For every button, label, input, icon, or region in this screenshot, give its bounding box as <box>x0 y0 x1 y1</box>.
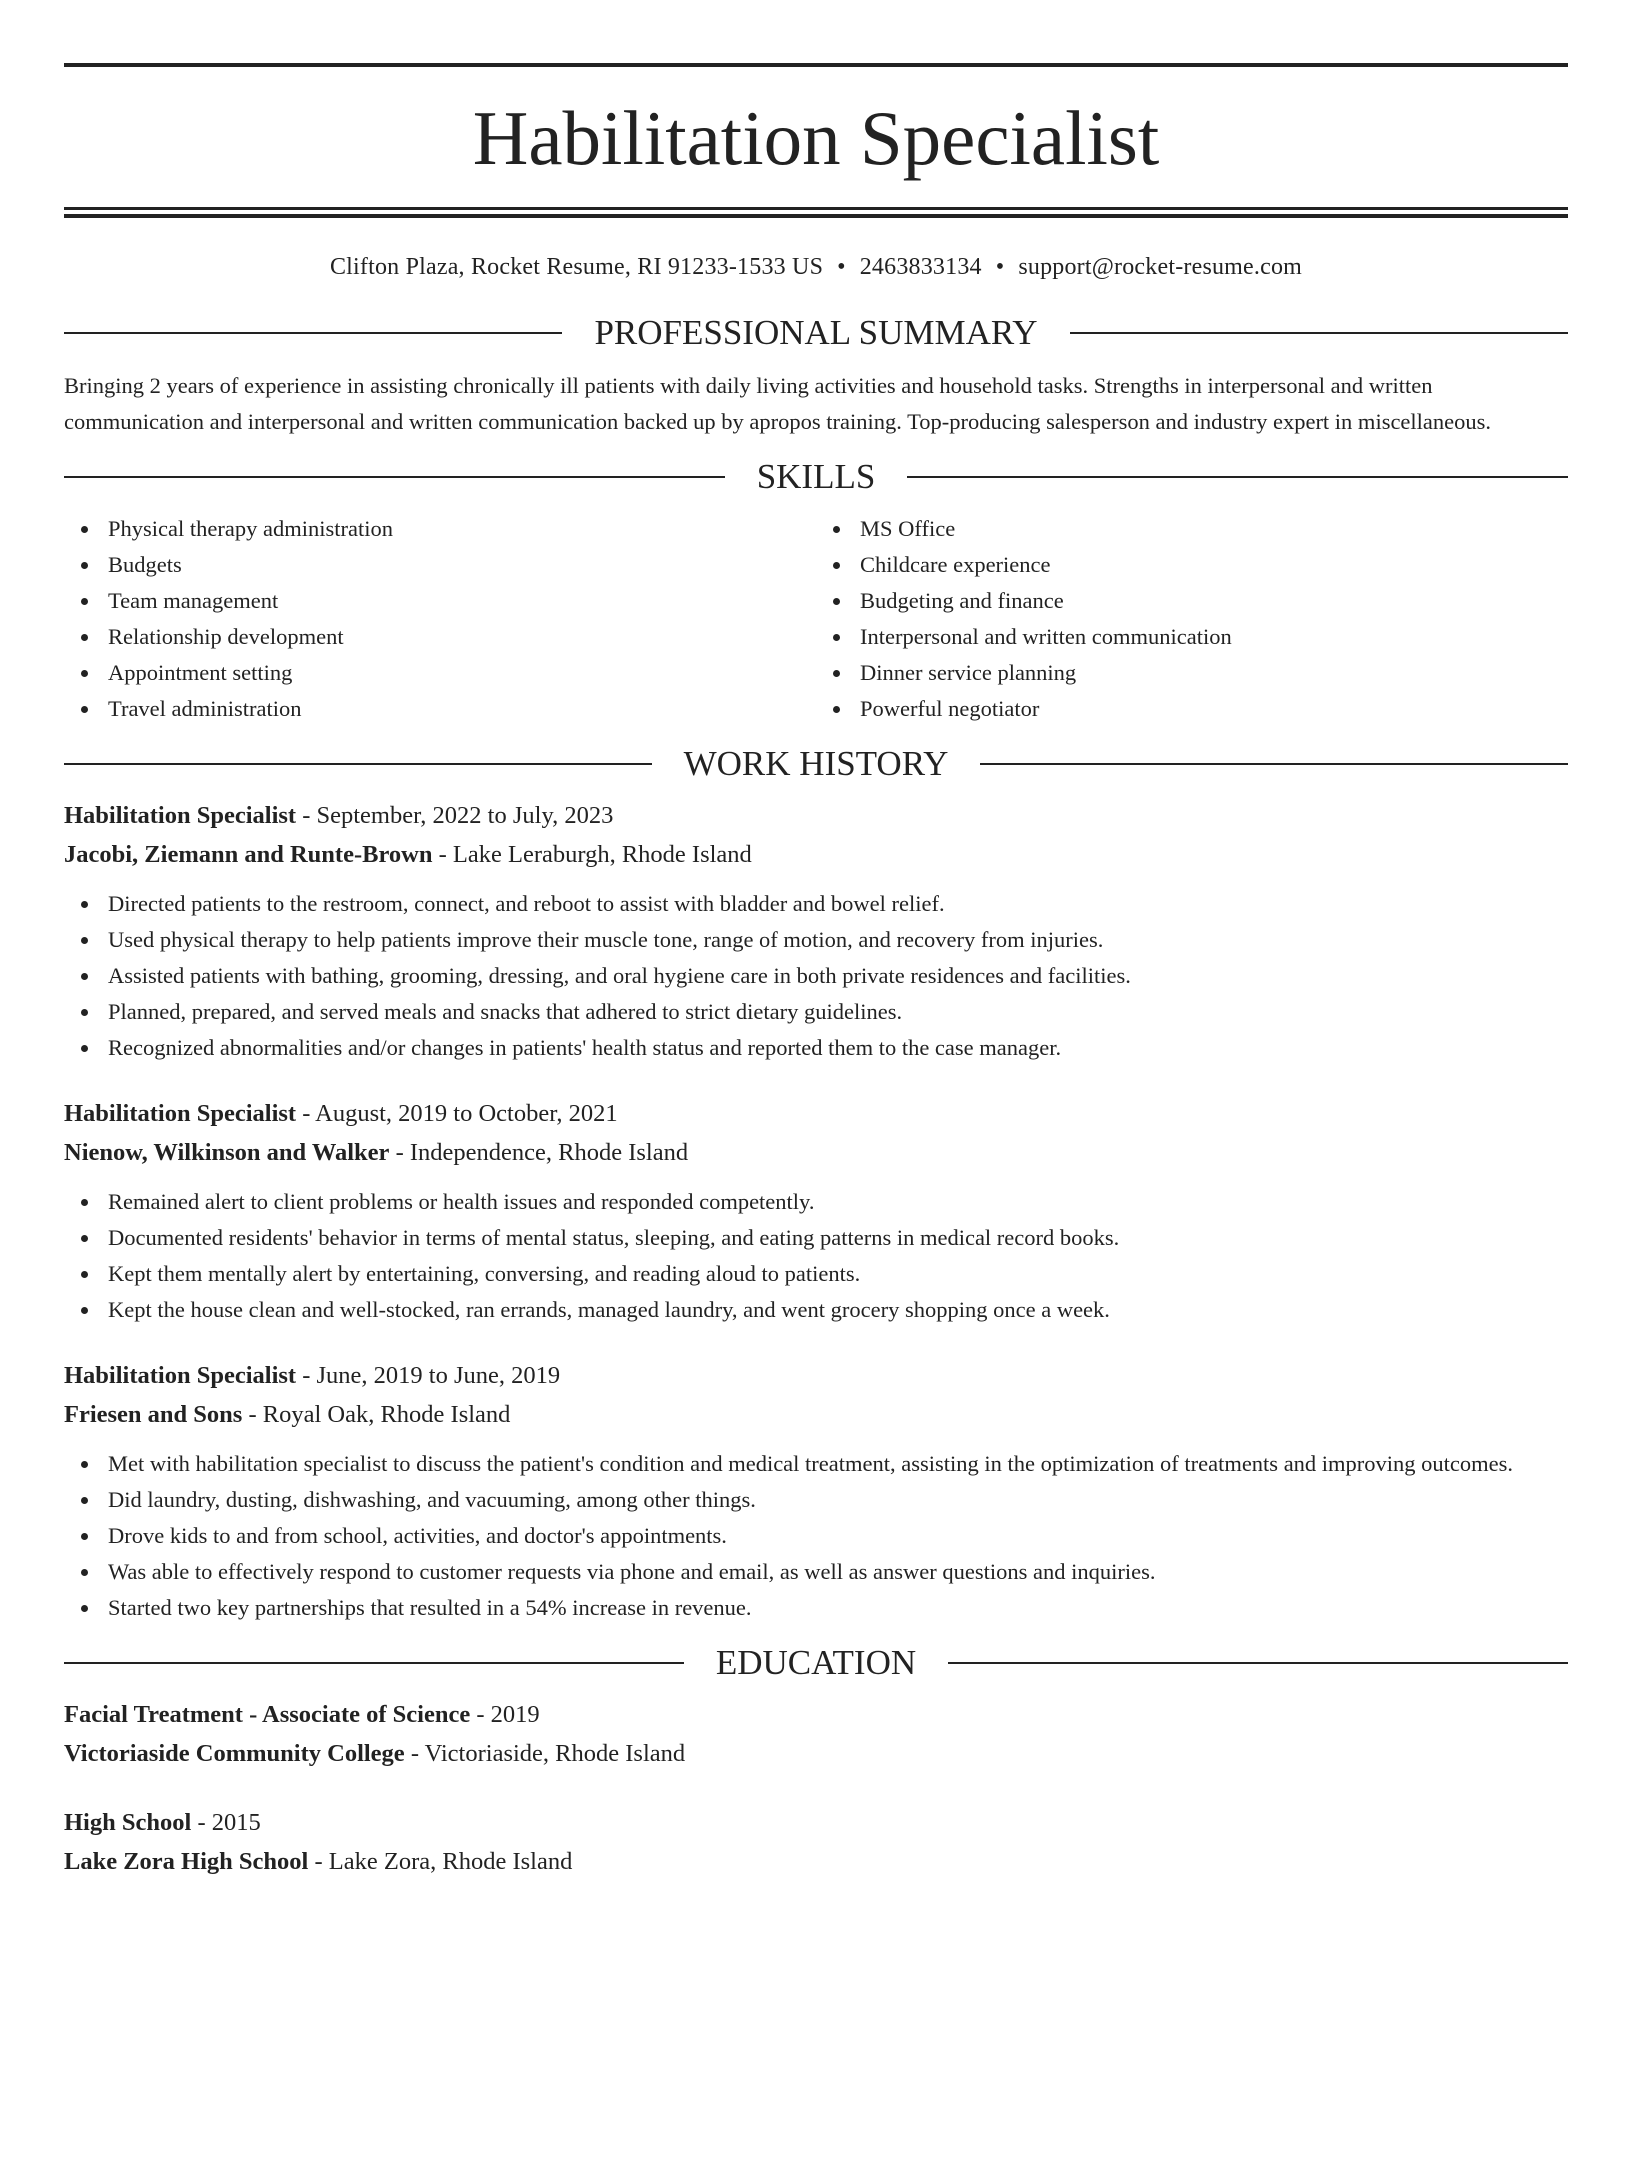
job-bullet: Remained alert to client problems or health issues and responded competently. <box>64 1184 1568 1220</box>
job-location: - Lake Leraburgh, Rhode Island <box>432 841 752 868</box>
education-degree-line <box>64 1803 1568 1842</box>
job-role: Habilitation Specialist <box>64 1100 297 1127</box>
skills-heading <box>64 457 1568 497</box>
heading-rule <box>64 332 562 334</box>
summary-title: PROFESSIONAL SUMMARY <box>594 313 1038 352</box>
heading-rule <box>1070 332 1568 334</box>
job-company-line <box>64 835 1568 874</box>
job-bullet: Kept them mentally alert by entertaining, conversing, and reading aloud to patients. <box>64 1256 1568 1292</box>
skill-item: Relationship development <box>64 619 816 655</box>
education-degree: Facial Treatment - Associate of Science <box>64 1701 471 1728</box>
job-bullets <box>64 886 1568 1066</box>
contact-email: support@rocket-resume.com <box>1018 254 1303 280</box>
education-school: Lake Zora High School <box>64 1848 309 1875</box>
resume-page <box>0 63 1632 2175</box>
job-company: Friesen and Sons <box>64 1401 243 1428</box>
work-title: WORK HISTORY <box>683 744 949 783</box>
job-location: - Royal Oak, Rhode Island <box>242 1401 511 1428</box>
job-company-line <box>64 1395 1568 1434</box>
heading-rule <box>948 1662 1568 1664</box>
job-bullet: Planned, prepared, and served meals and snacks that adhered to strict dietary guidelines. <box>64 994 1568 1030</box>
job-bullets <box>64 1184 1568 1328</box>
job-bullet: Did laundry, dusting, dishwashing, and vacuuming, among other things. <box>64 1482 1568 1518</box>
skills-title: SKILLS <box>756 457 876 496</box>
skill-item: Budgets <box>64 547 816 583</box>
job-bullet: Met with habilitation specialist to discuss the patient's condition and medical treatment, assisting in the optimization of treatments and improving outcomes. <box>64 1446 1568 1482</box>
job-dates: - August, 2019 to October, 2021 <box>296 1100 618 1127</box>
contact-line <box>64 252 1568 282</box>
skills-list <box>64 511 1568 727</box>
summary-heading <box>64 313 1568 353</box>
job-entry <box>64 1356 1568 1626</box>
job-role: Habilitation Specialist <box>64 802 297 829</box>
job-bullet: Started two key partnerships that resulted in a 54% increase in revenue. <box>64 1590 1568 1626</box>
job-bullets <box>64 1446 1568 1626</box>
job-dates: - June, 2019 to June, 2019 <box>296 1362 561 1389</box>
heading-rule <box>64 1662 684 1664</box>
skill-item: Physical therapy administration <box>64 511 816 547</box>
job-entry <box>64 1094 1568 1328</box>
skills-column-left <box>64 511 816 727</box>
contact-separator: • <box>837 254 846 280</box>
name-double-rule <box>64 207 1568 218</box>
job-bullet: Directed patients to the restroom, connect, and reboot to assist with bladder and bowel relief. <box>64 886 1568 922</box>
heading-rule <box>64 476 725 478</box>
heading-rule <box>64 763 652 765</box>
skill-item: Interpersonal and written communication <box>816 619 1568 655</box>
education-school-line <box>64 1842 1568 1881</box>
job-company: Nienow, Wilkinson and Walker <box>64 1139 390 1166</box>
job-location: - Independence, Rhode Island <box>389 1139 689 1166</box>
job-title-line <box>64 1356 1568 1395</box>
skill-item: Budgeting and finance <box>816 583 1568 619</box>
contact-address: Clifton Plaza, Rocket Resume, RI 91233-1533 US <box>329 254 824 280</box>
heading-rule <box>907 476 1568 478</box>
education-location: - Victoriaside, Rhode Island <box>404 1740 686 1767</box>
top-rule <box>64 63 1568 67</box>
skill-item: Travel administration <box>64 691 816 727</box>
skill-item: MS Office <box>816 511 1568 547</box>
job-role: Habilitation Specialist <box>64 1362 297 1389</box>
job-bullet: Recognized abnormalities and/or changes in patients' health status and reported them to the case manager. <box>64 1030 1568 1066</box>
job-company-line <box>64 1133 1568 1172</box>
education-school-line <box>64 1734 1568 1773</box>
job-bullet: Was able to effectively respond to customer requests via phone and email, as well as answer questions and inquiries. <box>64 1554 1568 1590</box>
skill-item: Appointment setting <box>64 655 816 691</box>
skill-item: Childcare experience <box>816 547 1568 583</box>
education-entry <box>64 1695 1568 1773</box>
job-bullet: Drove kids to and from school, activities, and doctor's appointments. <box>64 1518 1568 1554</box>
job-bullet: Used physical therapy to help patients improve their muscle tone, range of motion, and recovery from injuries. <box>64 922 1568 958</box>
job-bullet: Assisted patients with bathing, grooming, dressing, and oral hygiene care in both private residences and facilities. <box>64 958 1568 994</box>
heading-rule <box>980 763 1568 765</box>
job-company: Jacobi, Ziemann and Runte-Brown <box>64 841 433 868</box>
contact-separator: • <box>995 254 1005 280</box>
candidate-name: Habilitation Specialist <box>472 95 1160 181</box>
education-year: - 2015 <box>191 1809 261 1836</box>
education-location: - Lake Zora, Rhode Island <box>308 1848 573 1875</box>
job-bullet: Documented residents' behavior in terms of mental status, sleeping, and eating patterns in medical record books. <box>64 1220 1568 1256</box>
skills-column-right <box>816 511 1568 727</box>
education-entry <box>64 1803 1568 1881</box>
job-bullet: Kept the house clean and well-stocked, ran errands, managed laundry, and went grocery shopping once a week. <box>64 1292 1568 1328</box>
education-degree: High School <box>64 1809 192 1836</box>
education-title: EDUCATION <box>715 1643 917 1682</box>
skill-item: Powerful negotiator <box>816 691 1568 727</box>
education-degree-line <box>64 1695 1568 1734</box>
skill-item: Dinner service planning <box>816 655 1568 691</box>
work-heading <box>64 744 1568 784</box>
contact-phone: 2463833134 <box>859 254 982 280</box>
job-title-line <box>64 796 1568 835</box>
job-entry <box>64 796 1568 1066</box>
job-dates: - September, 2022 to July, 2023 <box>296 802 614 829</box>
education-school: Victoriaside Community College <box>64 1740 405 1767</box>
education-heading <box>64 1643 1568 1683</box>
education-year: - 2019 <box>470 1701 540 1728</box>
skill-item: Team management <box>64 583 816 619</box>
summary-text: Bringing 2 years of experience in assisting chronically ill patients with daily living activities and household tasks. Strengths in interpersonal and written communication and interpersonal and written communication backed up by apropos training. Top-producing salesperson and industry expert in miscellaneous. <box>64 373 1492 434</box>
job-title-line <box>64 1094 1568 1133</box>
